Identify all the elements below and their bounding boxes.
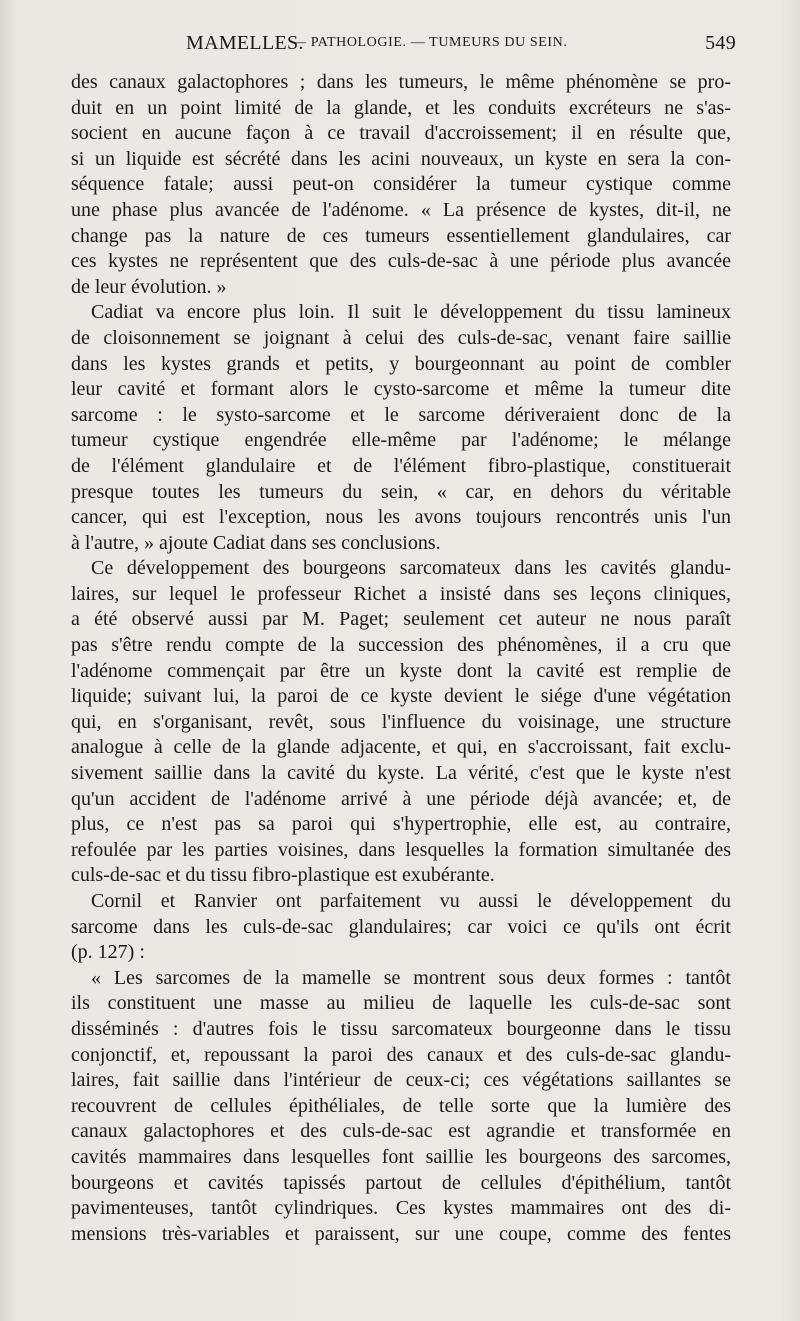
text-line: ils constituent une masse au milieu de laquelle les culs-de-sac sont: [71, 992, 731, 1015]
text-line: mensions très-variables et paraissent, sur une coupe, comme des fentes: [71, 1222, 731, 1245]
text-line: plus, ce n'est pas sa paroi qui s'hypertrophie, elle est, au contraire,: [71, 813, 731, 836]
text-line: canaux galactophores et des culs-de-sac est agrandie et transformée en: [71, 1120, 731, 1143]
text-line: disséminés : d'autres fois le tissu sarcomateux bourgeonne dans le tissu: [71, 1017, 731, 1040]
text-line: séquence fatale; aussi peut-on considérer la tumeur cystique comme: [71, 173, 731, 196]
text-line: Cadiat va encore plus loin. Il suit le développement du tissu lamineux: [91, 301, 731, 324]
text-line: cavités mammaires dans lesquelles font saillie les bourgeons des sarcomes,: [71, 1145, 731, 1168]
text-line: socient en aucune façon à ce travail d'accroissement; il en résulte que,: [71, 122, 731, 145]
text-line: analogue à celle de la glande adjacente, et qui, en s'accroissant, fait exclu-: [71, 736, 731, 759]
text-line: laires, fait saillie dans l'intérieur de ceux-ci; ces végétations saillantes se: [71, 1069, 731, 1092]
text-line: leur cavité et formant alors le cysto-sarcome et même la tumeur dite: [71, 378, 731, 401]
text-line: à l'autre, » ajoute Cadiat dans ses conclusions.: [71, 531, 441, 554]
text-line: sarcome dans les culs-de-sac glandulaires; car voici ce qu'ils ont écrit: [71, 915, 731, 938]
text-line: refoulée par les parties voisines, dans lesquelles la formation simultanée des: [71, 838, 731, 861]
text-line: qu'un accident de l'adénome arrivé à une période déjà avancée; et, de: [71, 787, 731, 810]
running-header: [186, 32, 736, 60]
text-line: bourgeons et cavités tapissés partout de cellules d'épithélium, tantôt: [71, 1171, 731, 1194]
text-line: tumeur cystique engendrée elle-même par l'adénome; le mélange: [71, 429, 731, 452]
text-line: conjonctif, et, repoussant la paroi des canaux et des culs-de-sac glandu-: [71, 1043, 731, 1066]
text-line: recouvrent de cellules épithéliales, de telle sorte que la lumière des: [71, 1094, 731, 1117]
text-line: (p. 127) :: [71, 941, 145, 964]
text-line: sarcome : le systo-sarcome et le sarcome dériveraient donc de la: [71, 403, 731, 426]
text-line: culs-de-sac et du tissu fibro-plastique est exubérante.: [71, 864, 495, 887]
body-text: [71, 70, 731, 1247]
text-line: de cloisonnement se joignant à celui des culs-de-sac, venant faire saillie: [71, 326, 731, 349]
page-number: 549: [705, 32, 736, 54]
text-line: qui, en s'organisant, revêt, sous l'influence du voisinage, une structure: [71, 710, 731, 733]
text-line: de leur évolution. »: [71, 275, 227, 298]
text-line: presque toutes les tumeurs du sein, « car, en dehors du véritable: [71, 480, 731, 503]
text-line: a été observé aussi par M. Paget; seulement cet auteur ne nous paraît: [71, 608, 731, 631]
text-line: Cornil et Ranvier ont parfaitement vu aussi le développement du: [91, 890, 731, 912]
text-line: des canaux galactophores ; dans les tumeurs, le même phénomène se pro-: [71, 71, 731, 93]
text-line: ces kystes ne représentent que des culs-de-sac à une période plus avancée: [71, 250, 731, 273]
header-section: — PATHOLOGIE. — TUMEURS DU SEIN.: [292, 35, 568, 50]
text-line: Ce développement des bourgeons sarcomateux dans les cavités glandu-: [91, 557, 731, 580]
text-line: une phase plus avancée de l'adénome. « La présence de kystes, dit-il, ne: [71, 198, 731, 221]
text-line: de l'élément glandulaire et de l'élément fibro-plastique, constituerait: [71, 454, 731, 477]
text-line: dans les kystes grands et petits, y bourgeonnant au point de combler: [71, 352, 731, 375]
text-line: cancer, qui est l'exception, nous les avons toujours rencontrés unis l'un: [71, 506, 731, 529]
text-line: « Les sarcomes de la mamelle se montrent sous deux formes : tantôt: [91, 966, 731, 989]
text-line: l'adénome commençait par être un kyste dont la cavité est remplie de: [71, 659, 731, 682]
text-line: si un liquide est sécrété dans les acini nouveaux, un kyste en sera la con-: [71, 147, 731, 170]
text-line: change pas la nature de ces tumeurs essentiellement glandulaires, car: [71, 224, 731, 247]
header-title: MAMELLES.: [186, 32, 304, 54]
text-line: sivement saillie dans la cavité du kyste. La vérité, c'est que le kyste n'est: [71, 762, 731, 785]
text-line: duit en un point limité de la glande, et les conduits excréteurs ne s'as-: [71, 96, 731, 119]
text-line: liquide; suivant lui, la paroi de ce kyste devient le siége d'une végétation: [71, 685, 731, 708]
text-line: pas s'être rendu compte de la succession des phénomènes, il a cru que: [71, 634, 731, 657]
text-line: pavimenteuses, tantôt cylindriques. Ces kystes mammaires ont des di-: [71, 1197, 731, 1220]
text-line: laires, sur lequel le professeur Richet a insisté dans ses leçons cliniques,: [71, 582, 731, 605]
